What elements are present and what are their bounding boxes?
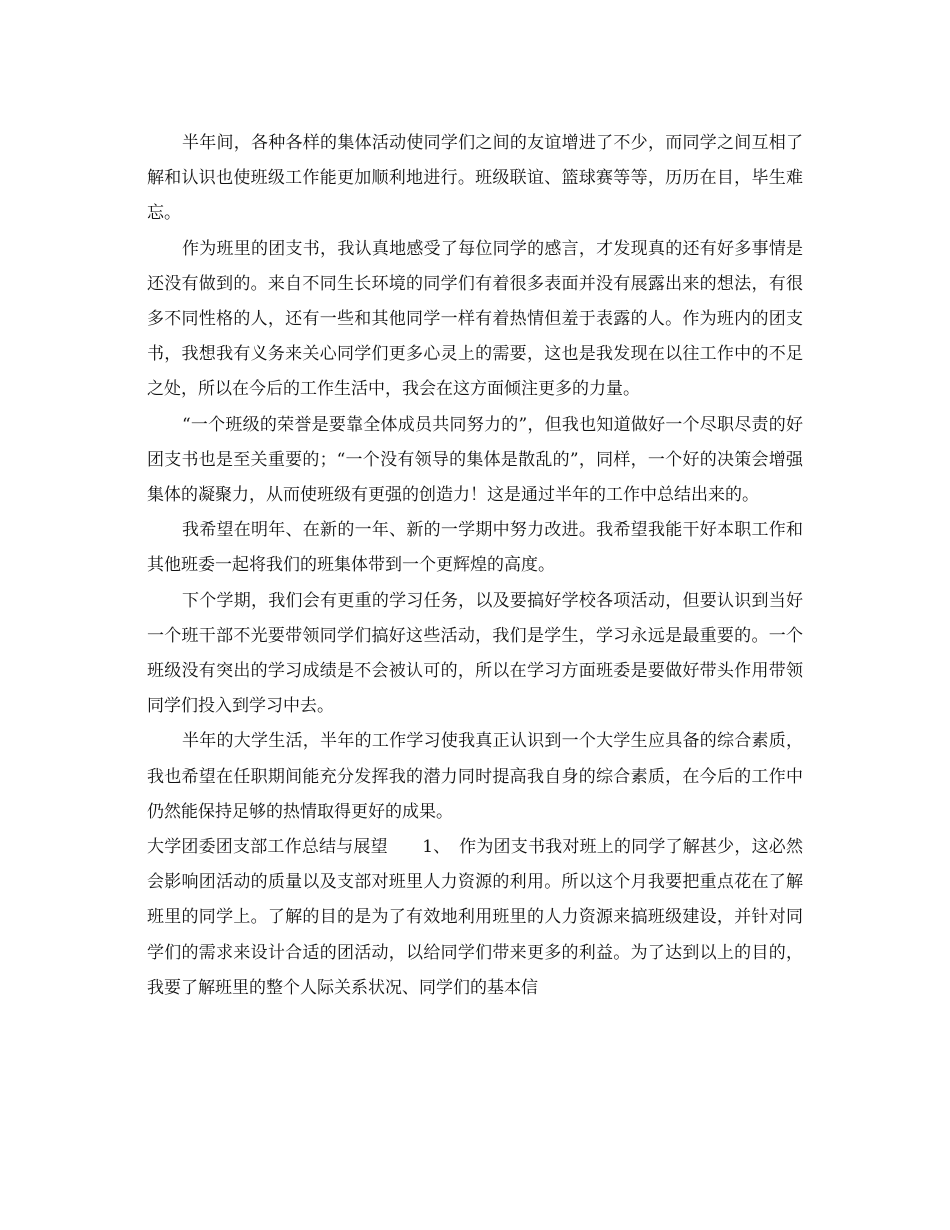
paragraph-3: “一个班级的荣誉是要靠全体成员共同努力的”，但我也知道做好一个尽职尽责的好团支书也是至关重要的；“一个没有领导的集体是散乱的”，同样，一个好的决策会增强集体的凝聚力，从而使班级有更强的创造力！这是通过半年的工作中总结出来的。 [147, 414, 803, 506]
paragraph-4: 我希望在明年、在新的一年、新的一学期中努力改进。我希望我能干好本职工作和其他班委一起将我们的班集体带到一个更辉煌的高度。 [147, 520, 803, 576]
paragraph-5: 下个学期，我们会有更重的学习任务，以及要搞好学校各项活动，但要认识到当好一个班干部不光要带领同学们搞好这些活动，我们是学生，学习永远是最重要的。一个班级没有突出的学习成绩是不会被认可的，所以在学习方面班委是要做好带头作用带领同学们投入到学习中去。 [147, 590, 803, 717]
paragraph-2: 作为班里的团支书，我认真地感受了每位同学的感言，才发现真的还有好多事情是还没有做到的。来自不同生长环境的同学们有着很多表面并没有展露出来的想法，有很多不同性格的人，还有一些和其他同学一样有着热情但羞于表露的人。作为班内的团支书，我想我有义务来关心同学们更多心灵上的需要，这也是我发现在以往工作中的不足之处，所以在今后的工作生活中，我会在这方面倾注更多的力量。 [147, 238, 803, 400]
paragraph-1: 半年间，各种各样的集体活动使同学们之间的友谊增进了不少，而同学之间互相了解和认识也使班级工作能更加顺利地进行。班级联谊、篮球赛等等，历历在目，毕生难忘。 [147, 133, 803, 224]
paragraph-6: 半年的大学生活，半年的工作学习使我真正认识到一个大学生应具备的综合素质，我也希望在任职期间能充分发挥我的潜力同时提高我自身的综合素质，在今后的工作中仍然能保持足够的热情取得更好的成果。 [147, 731, 803, 822]
document-body [147, 126, 803, 1006]
paragraph-7: 大学团委团支部工作总结与展望 1、 作为团支书我对班上的同学了解甚少，这必然会影响团活动的质量以及支部对班里人力资源的利用。所以这个月我要把重点花在了解班里的同学上。了解的目的是为了有效地利用班里的人力资源来搞班级建设，并针对同学们的需求来设计合适的团活动，以给同学们带来更多的利益。为了达到以上的目的，我要了解班里的整个人际关系状况、同学们的基本信 [147, 837, 803, 998]
